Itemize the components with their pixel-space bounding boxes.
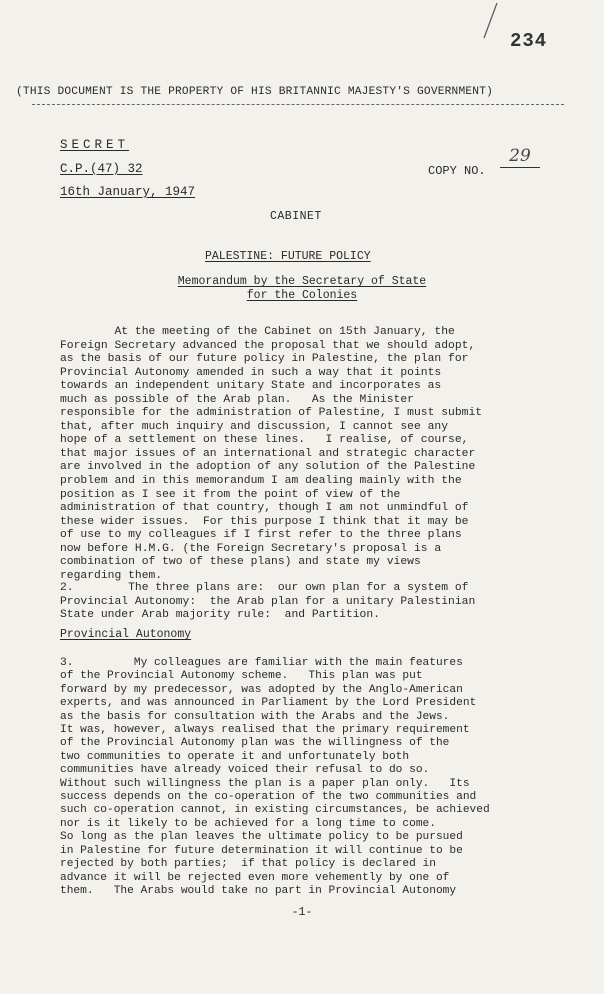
pencil-slash-mark — [482, 2, 498, 40]
memorandum-byline — [0, 275, 604, 302]
paragraph-1: At the meeting of the Cabinet on 15th January, the Foreign Secretary advanced the proposal that we should adopt, as the basis of our future policy in Palestine, the plan for Provincial Autonomy amended in such a way that it points towards an independent unitary State and incorporates as much as possible of the Arab plan. As the Minister responsible for the administration of Palestine, I must submit that, after much inquiry and discussion, I cannot see any hope of a settlement on these lines. I realise, of course, that major issues of an international and strategic character are involved in the adoption of any solution of the Palestine problem and in this memorandum I am dealing mainly with the position as I see it from the point of view of the administration of that country, though I am not unmindful of these wider issues. For this purpose I think that it may be of use to my colleagues if I first refer to the three plans now before H.M.G. (the Foreign Secretary's proposal is a combination of two of these plans) and state my views regarding them. — [60, 326, 483, 582]
page-footer-number: -1- — [291, 906, 313, 919]
paragraph-2: 2. The three plans are: our own plan for a system of Provincial Autonomy: the Arab plan for a unitary Palestinian State under Arab majority rule: and Partition. — [60, 582, 476, 622]
copy-label: COPY NO. — [428, 164, 486, 178]
memo-line-2: for the Colonies — [246, 288, 358, 302]
page-number: 234 — [510, 30, 548, 52]
copy-number: 29 — [500, 146, 540, 168]
subject-title: PALESTINE: FUTURE POLICY — [205, 250, 371, 263]
classification-label: SECRET — [60, 138, 130, 152]
section-heading: Provincial Autonomy — [60, 628, 192, 641]
cabinet-paper-reference: C.P.(47) 32 — [60, 162, 143, 176]
cabinet-heading: CABINET — [270, 210, 322, 223]
property-notice: (THIS DOCUMENT IS THE PROPERTY OF HIS BRITANNIC MAJESTY'S GOVERNMENT) — [16, 86, 494, 98]
dashed-rule — [32, 104, 564, 105]
memo-line-1: Memorandum by the Secretary of State — [177, 275, 427, 288]
document-date: 16th January, 1947 — [60, 185, 196, 199]
paragraph-3: 3. My colleagues are familiar with the main features of the Provincial Autonomy scheme. This plan was put forward by my predecessor, was adopted by the Anglo-American experts, and was announced in Parliament by the Lord President as the basis for consultation with the Arabs and the Jews. It was, however, always realised that the primary requirement of the Provincial Autonomy plan was the willingness of the two communities to operate it and unfortunately both communities have already voiced their refusal to do so. Without such willingness the plan is a paper plan only. Its success depends on the co-operation of the two communities and such co-operation cannot, in existing circumstances, be achieved nor is it likely to be achieved for a long time to come. So long as the plan leaves the ultimate policy to be pursued in Palestine for future determination it will continue to be rejected by both parties; if that policy is declared in advance it will be rejected even more vehemently by one of them. The Arabs would take no part in Provincial Autonomy — [60, 657, 490, 897]
